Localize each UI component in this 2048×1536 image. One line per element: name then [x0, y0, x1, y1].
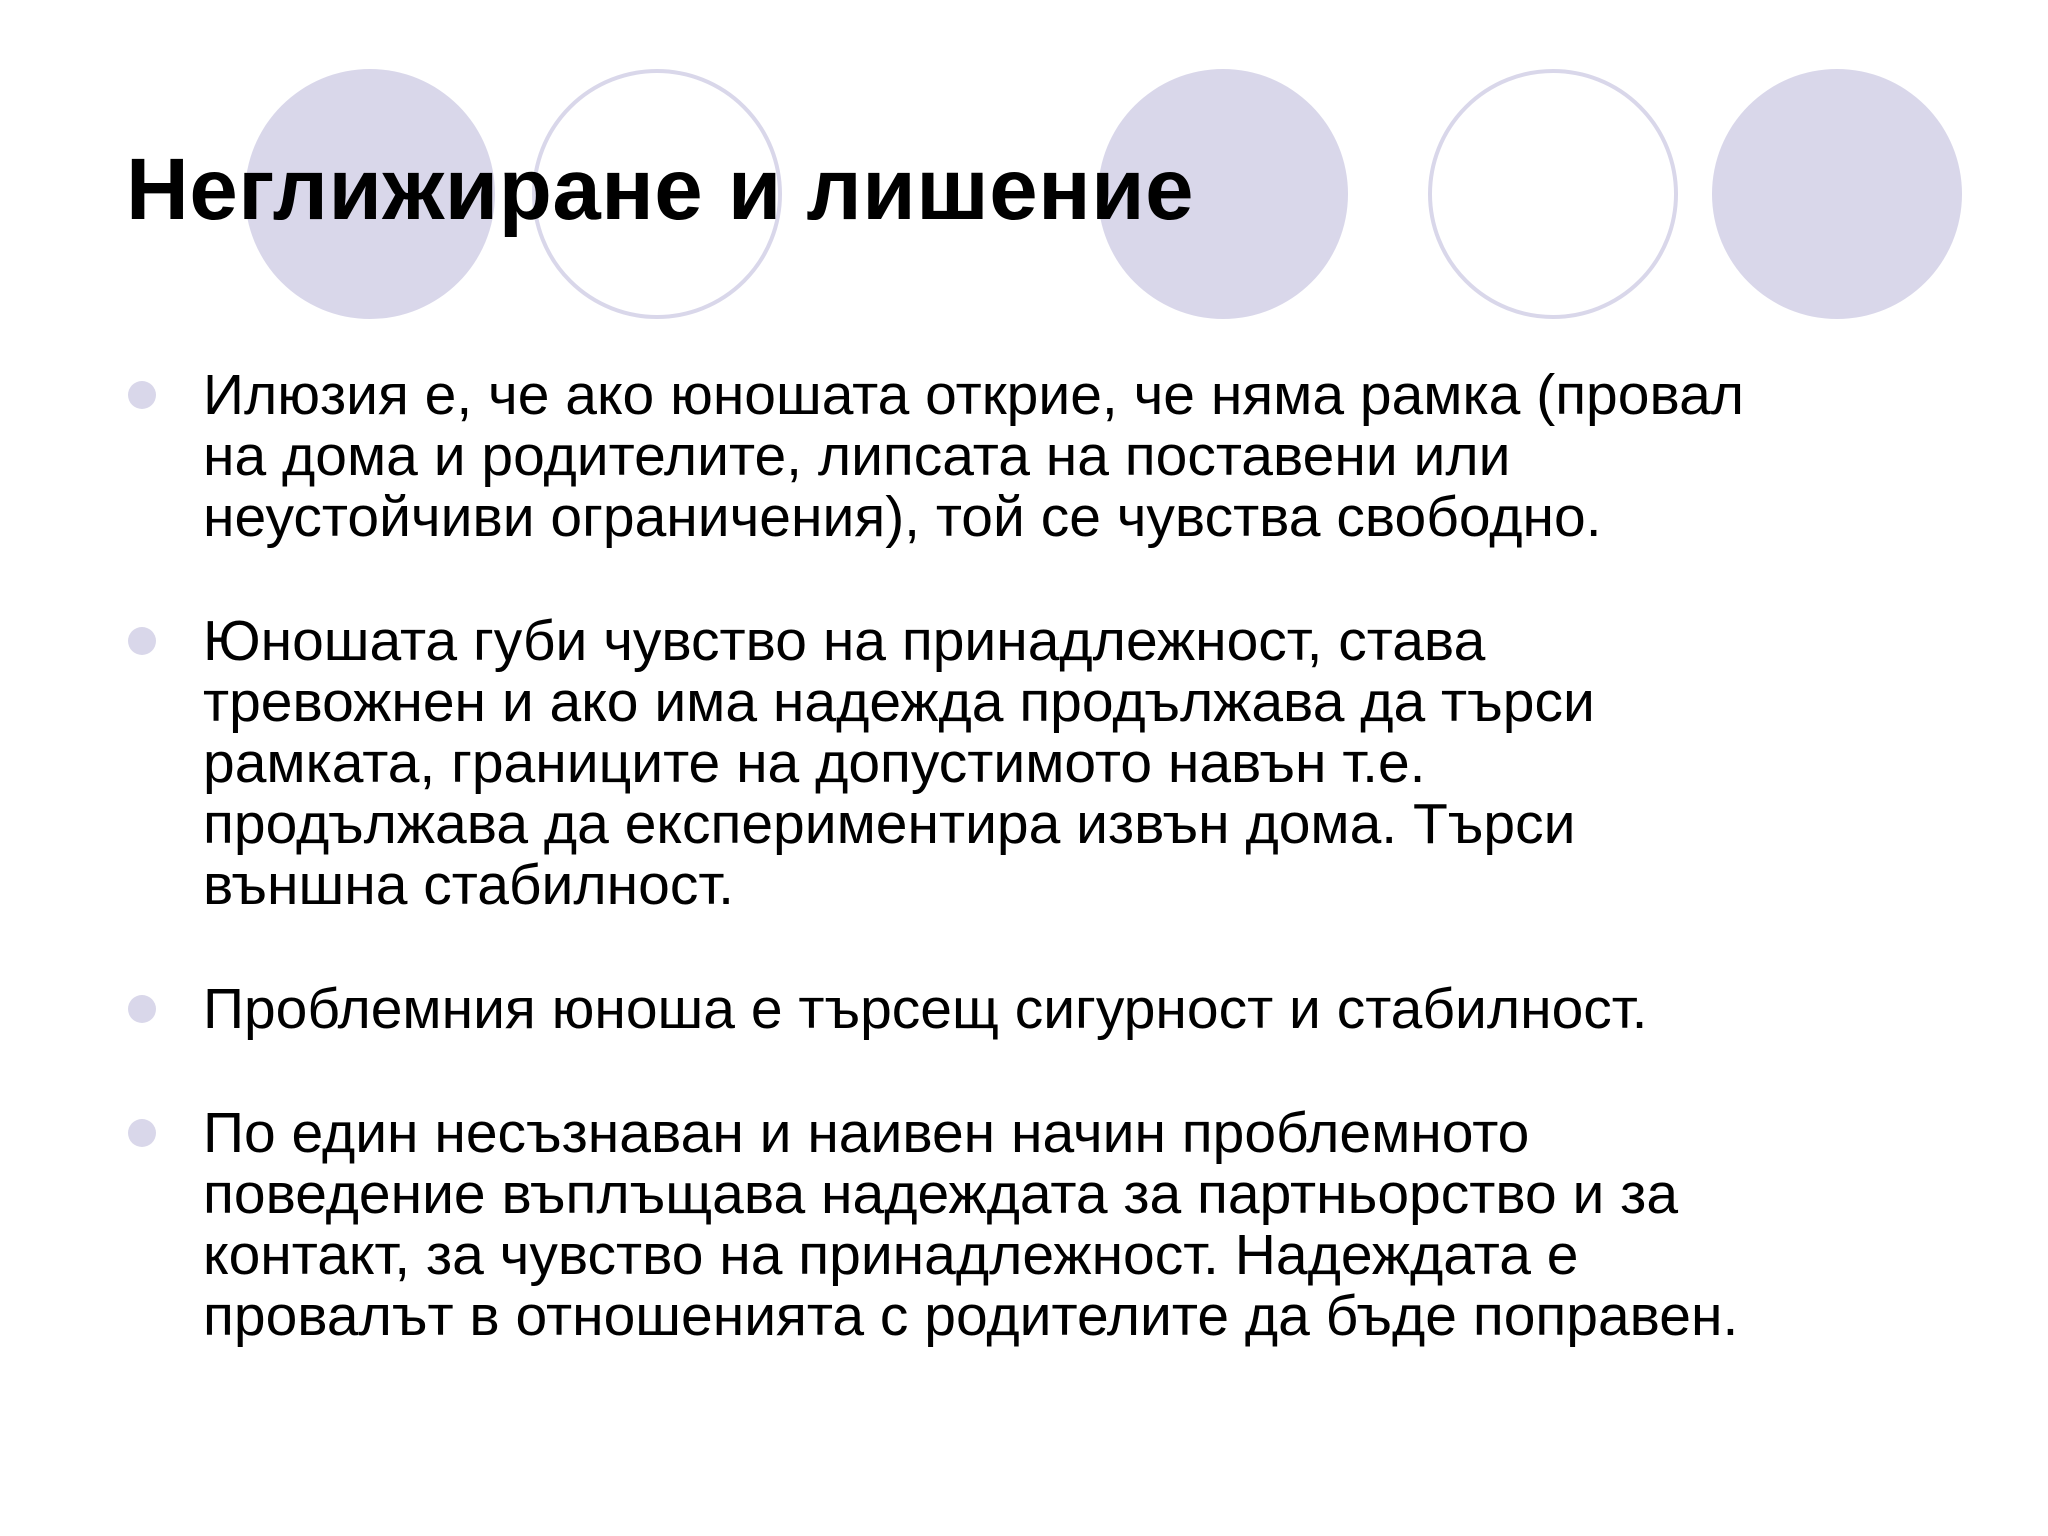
decorative-circle-outline	[1428, 69, 1678, 319]
bullet-icon	[128, 995, 156, 1023]
bullet-text: Проблемния юноша е търсещ сигурност и стабилност.	[203, 977, 1648, 1041]
bullet-item	[122, 979, 1922, 1040]
bullet-item	[122, 611, 1922, 916]
bullet-item	[122, 365, 1922, 548]
slide-title: Неглижиране и лишение	[126, 141, 1195, 238]
bullet-text: По един несъзнаван и наивен начин проблемното поведение въплъщава надеждата за партньорство и за контакт, за чувство на принадлежност. Надеждата е провалът в отношенията с родителите да бъде поправен.	[203, 1101, 1739, 1348]
bullet-text: Юношата губи чувство на принадлежност, става тревожнен и ако има надежда продължава да търси рамката, границите на допустимото навън т.е. продължава да експериментира извън дома. Търси външна стабилност.	[203, 609, 1595, 917]
bullet-icon	[128, 381, 156, 409]
bullet-list	[122, 365, 1922, 1410]
bullet-item	[122, 1103, 1922, 1347]
bullet-icon	[128, 627, 156, 655]
decorative-circle-filled	[1712, 69, 1962, 319]
bullet-text: Илюзия е, че ако юношата открие, че няма рамка (провал на дома и родителите, липсата на поставени или неустойчиви ограничения), той се чувства свободно.	[203, 363, 1745, 549]
bullet-icon	[128, 1119, 156, 1147]
